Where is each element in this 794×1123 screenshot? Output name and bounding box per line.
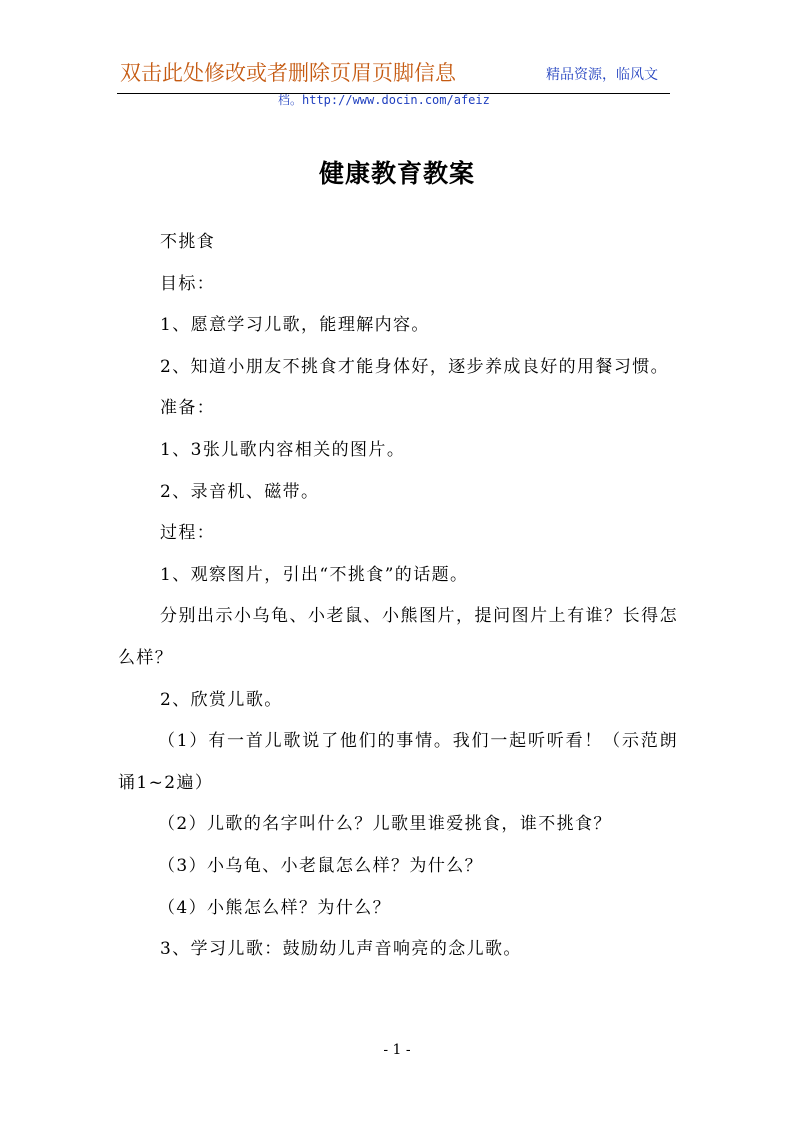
paragraph: 目标： xyxy=(160,273,216,294)
paragraph: 准备： xyxy=(160,398,216,419)
paragraph: 不挑食 xyxy=(160,232,216,252)
paragraph: 2、知道小朋友不挑食才能身体好，逐步养成良好的用餐习惯。 xyxy=(160,356,670,377)
paragraph: （2）儿歌的名字叫什么？儿歌里谁爱挑食，谁不挑食？ xyxy=(158,814,612,835)
paragraph: 2、欣赏儿歌。 xyxy=(160,689,283,710)
paragraph: 1、观察图片，引出“不挑食”的话题。 xyxy=(160,564,469,585)
header-right-text: 精品资源，临风文 xyxy=(546,67,658,83)
paragraph: 分别出示小乌龟、小老鼠、小熊图片，提问图片上有谁？长得怎么样？ xyxy=(118,606,678,668)
header-title[interactable]: 双击此处修改或者删除页眉页脚信息 xyxy=(120,61,456,85)
paragraph: 1、愿意学习儿歌，能理解内容。 xyxy=(160,315,430,336)
paragraph: 2、录音机、磁带。 xyxy=(160,481,320,502)
document-title: 健康教育教案 xyxy=(318,159,475,188)
page-number: - 1 - xyxy=(383,1042,411,1058)
paragraph: （1）有一首儿歌说了他们的事情。我们一起听听看！（示范朗诵1~2遍） xyxy=(118,731,678,793)
header-url-line[interactable]: 档。http://www.docin.com/afeiz xyxy=(278,93,490,107)
document-body xyxy=(118,222,678,971)
paragraph: （3）小乌龟、小老鼠怎么样？为什么？ xyxy=(158,855,484,876)
paragraph: 1、3张儿歌内容相关的图片。 xyxy=(160,439,406,460)
paragraph: 过程： xyxy=(160,523,216,544)
paragraph: （4）小熊怎么样？为什么？ xyxy=(158,897,392,918)
paragraph: 3、学习儿歌：鼓励幼儿声音响亮的念儿歌。 xyxy=(160,939,522,960)
